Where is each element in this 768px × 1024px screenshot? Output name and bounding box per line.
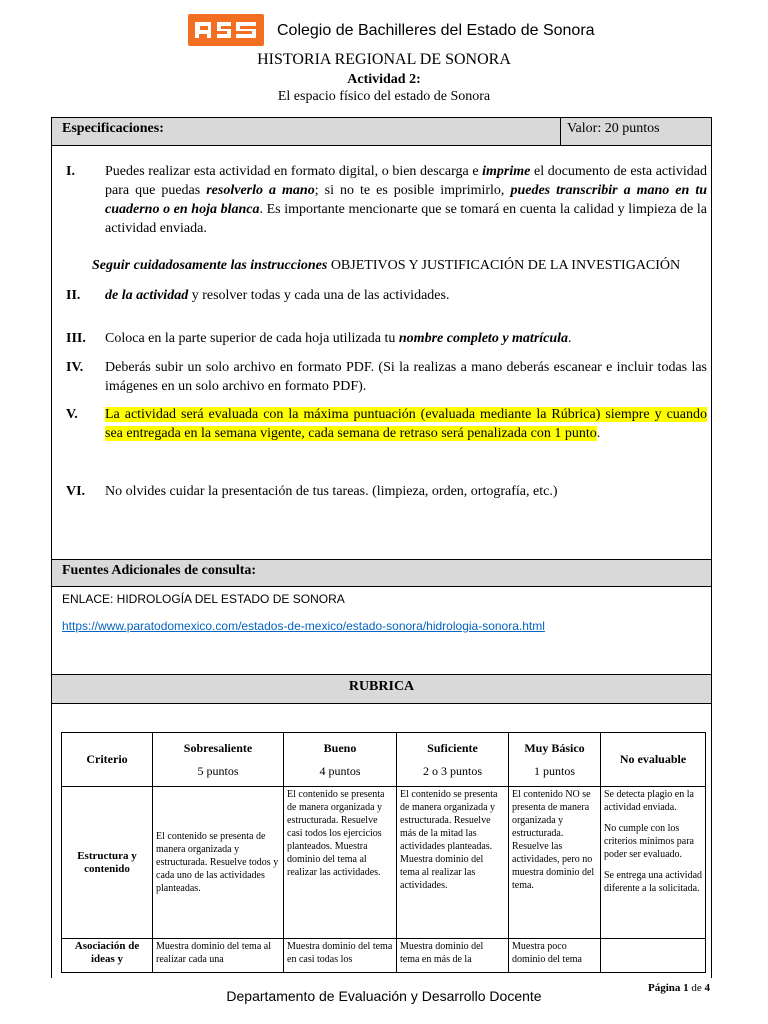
specifications-label: Especificaciones: xyxy=(62,121,164,136)
rubric-cell: El contenido NO se presenta de manera organizada y estructurada. Resuelve las actividades, pero no muestra dominio del tema. xyxy=(509,787,601,939)
instruction-text: La actividad será evaluada con la máxima puntuación (evaluada mediante la Rúbrica) siempre y cuando sea entregada en la semana vigente, cada semana de retraso será penalizada con 1 punto. xyxy=(105,407,707,441)
header-sobresaliente: Sobresaliente 5 puntos xyxy=(153,733,284,787)
instruction-text: Deberás subir un solo archivo en formato PDF. (Si la realizas a mano deberás escanear e incluir todas las imágenes en un solo archivo en formato PDF). xyxy=(105,360,707,394)
header-bueno: Bueno 4 puntos xyxy=(284,733,397,787)
instruction-text: Puedes realizar esta actividad en formato digital, o bien descarga e imprime el documento de esta actividad para que puedas resolverlo a mano; si no te es posible imprimirlo, puedes transcribir a mano en tu cuaderno o en hoja blanca. Es importante mencionarte que se tomará en cuenta la calidad y limpieza de la actividad enviada. xyxy=(105,164,707,236)
footer-department: Departamento de Evaluación y Desarrollo Docente xyxy=(226,988,542,1004)
activity-number: Actividad 2: xyxy=(347,72,421,87)
instruction-2-lead: Seguir cuidadosamente las instrucciones OBJETIVOS Y JUSTIFICACIÓN DE LA INVESTIGACIÓN xyxy=(92,258,681,273)
instruction-text: de la actividad y resolver todas y cada una de las actividades. xyxy=(105,288,450,303)
college-name: Colegio de Bachilleres del Estado de Sonora xyxy=(277,22,595,39)
header-suficiente: Suficiente 2 o 3 puntos xyxy=(397,733,509,787)
criterion-cell: Estructura y contenido xyxy=(62,787,153,939)
cobach-logo xyxy=(188,14,264,46)
rubric-cell xyxy=(601,939,706,973)
spec-divider xyxy=(560,118,561,146)
rubric-cell: Muestra dominio del tema en casi todas los xyxy=(284,939,397,973)
header-criterio: Criterio xyxy=(62,733,153,787)
rubric-cell: Muestra dominio del tema al realizar cada una xyxy=(153,939,284,973)
rubric-cell: El contenido se presenta de manera organizada y estructurada. Resuelve más de la mitad las actividades planteadas. Muestra dominio del tema al realizar las actividades. xyxy=(397,787,509,939)
instruction-text: Coloca en la parte superior de cada hoja utilizada tu nombre completo y matrícula. xyxy=(105,331,572,346)
rubric-header-row xyxy=(62,733,706,787)
activity-frame xyxy=(51,117,712,978)
rubric-cell: Muestra poco dominio del tema xyxy=(509,939,601,973)
rubric-table xyxy=(61,732,706,973)
specifications-bar xyxy=(52,118,711,146)
sources-bar xyxy=(52,559,711,587)
highlighted-text: La actividad será evaluada con la máxima puntuación (evaluada mediante la Rúbrica) siempre y cuando sea entregada en la semana vigente, cada semana de retraso será penalizada con 1 punto xyxy=(105,407,707,441)
rubric-cell: El contenido se presenta de manera organizada y estructurada. Resuelve casi todos los ejercicios planteados. Muestra dominio del tema al realizar las actividades. xyxy=(284,787,397,939)
rubric-row xyxy=(62,939,706,973)
rubric-cell: El contenido se presenta de manera organizada y estructurada. Resuelve todos y cada uno de las actividades planteadas. xyxy=(153,787,284,939)
instruction-number: II. xyxy=(66,288,81,303)
rubric-bar xyxy=(52,674,711,704)
header-no-evaluable: No evaluable xyxy=(601,733,706,787)
rubric-row xyxy=(62,787,706,939)
points-value: Valor: 20 puntos xyxy=(567,121,660,136)
instruction-number: IV. xyxy=(66,360,84,375)
no-evaluable-cell: Se detecta plagio en la actividad enviada. No cumple con los criterios mínimos para poder ser evaluado. Se entrega una actividad diferente a la solicitada. xyxy=(601,787,706,939)
instruction-number: III. xyxy=(66,331,86,346)
page-number: Página 1 de 4 xyxy=(648,982,711,994)
sources-label: Fuentes Adicionales de consulta: xyxy=(62,563,257,578)
instruction-number: I. xyxy=(66,164,75,179)
link-heading: ENLACE: HIDROLOGÍA DEL ESTADO DE SONORA xyxy=(62,592,345,606)
rubric-label: RUBRICA xyxy=(348,679,415,694)
rubric-cell: Muestra dominio del tema en más de la xyxy=(397,939,509,973)
instruction-number: VI. xyxy=(66,484,86,499)
document-title: HISTORIA REGIONAL DE SONORA xyxy=(257,51,511,68)
page-header xyxy=(0,0,768,130)
header-muy-basico: Muy Básico 1 puntos xyxy=(509,733,601,787)
criterion-cell: Asociación de ideas y xyxy=(62,939,153,973)
activity-subtitle: El espacio físico del estado de Sonora xyxy=(277,89,491,104)
instruction-text: No olvides cuidar la presentación de tus tareas. (limpieza, orden, ortografía, etc.) xyxy=(105,484,558,499)
instruction-number: V. xyxy=(66,407,78,422)
source-link[interactable]: https://www.paratodomexico.com/estados-de-mexico/estado-sonora/hidrologia-sonora.html xyxy=(62,619,545,633)
